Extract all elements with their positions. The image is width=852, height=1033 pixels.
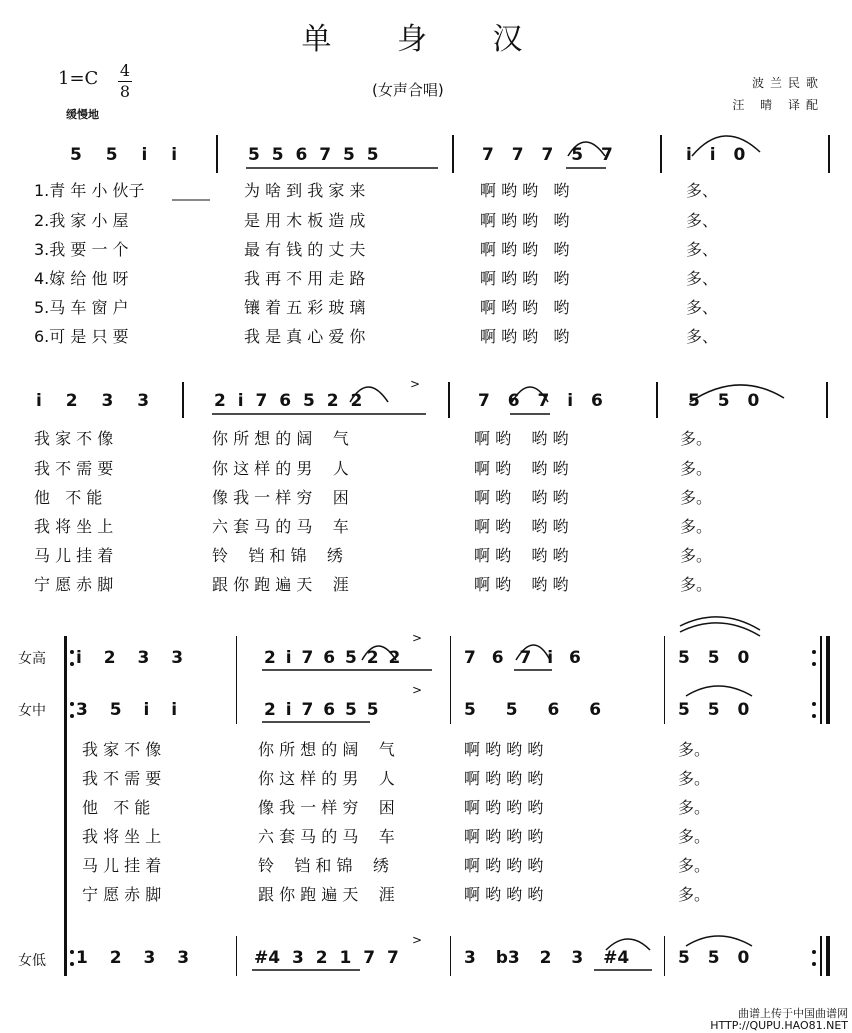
lyric-line: 啊 哟 哟 哟	[474, 517, 569, 536]
svg-text:>: >	[412, 933, 423, 947]
measure-notes: 3 5 i i	[76, 700, 178, 720]
lyric-line: 多。	[680, 488, 713, 507]
lyric-line: 6.可 是 只 要	[34, 327, 129, 346]
lyric-line: 多。	[680, 546, 713, 565]
key-signature: 1=C	[58, 68, 99, 89]
lyric-line: 啊 哟 哟 哟	[480, 298, 570, 317]
measure-notes: i i 0	[686, 145, 746, 165]
lyric-line: 啊 哟 哟 哟	[464, 827, 544, 846]
lyric-line: 啊 哟 哟 哟	[474, 459, 569, 478]
measure-notes: 5 5 0	[678, 948, 750, 968]
part-label-soprano: 女高	[18, 651, 46, 667]
svg-text:>: >	[410, 377, 421, 391]
part-label-mezzo: 女中	[18, 703, 46, 719]
lyric-line: 啊 哟 哟 哟	[480, 211, 570, 230]
lyric-line: 你 这 样 的 男 人	[212, 459, 349, 478]
subtitle: (女声合唱)	[372, 81, 444, 99]
lyric-line: 多。	[678, 827, 711, 846]
lyric-line: 啊 哟 哟 哟	[474, 488, 569, 507]
measure-notes: 5 5 6 6	[464, 700, 602, 720]
slur	[512, 387, 548, 402]
lyric-line: 5.马 车 窗 户	[34, 298, 129, 317]
measure-notes: i 2 3 3	[76, 648, 184, 668]
measure-notes: 5 5 0	[678, 648, 750, 668]
measure-notes: 5 5 0	[688, 391, 760, 411]
lyric-line: 他 不 能	[34, 488, 103, 507]
lyric-line: 跟 你 跑 遍 天 涯	[258, 885, 395, 904]
lyric-line: 最 有 钱 的 丈 夫	[244, 240, 366, 259]
lyric-line: 啊 哟 哟 哟	[480, 240, 570, 259]
lyric-line: 六 套 马 的 马 车	[212, 517, 349, 536]
lyric-line: 我 是 真 心 爱 你	[244, 327, 366, 346]
lyric-line: 我 再 不 用 走 路	[244, 269, 366, 288]
measure-notes: 1 2 3 3	[76, 948, 190, 968]
part-label-alto: 女低	[18, 953, 46, 969]
measure-notes: 5 5 0	[678, 700, 750, 720]
lyric-line: 啊 哟 哟 哟	[474, 575, 569, 594]
lyric-line: 多、	[686, 298, 719, 317]
tempo-marking: 缓慢地	[66, 108, 99, 121]
measure-notes: i 2 3 3	[36, 391, 150, 411]
lyric-line: 我 不 需 要	[82, 769, 162, 788]
measure-notes: 5 5 i i	[70, 145, 178, 165]
measure-notes: 2 i 7 6 5 5	[264, 700, 379, 720]
lyric-line: 啊 哟 哟 哟	[480, 327, 570, 346]
lyric-line: 你 所 想 的 阔 气	[212, 429, 349, 448]
lyric-line: 我 家 不 像	[82, 740, 162, 759]
meter-top: 4	[119, 61, 131, 80]
slur	[568, 142, 605, 156]
credit-origin: 波兰民歌	[751, 76, 824, 90]
slur	[690, 385, 784, 402]
lyric-line: 啊 哟 哟 哟	[464, 769, 544, 788]
lyric-line: 是 用 木 板 造 成	[244, 211, 366, 230]
measure-notes: 7 6 7 i 6	[464, 648, 581, 668]
measure-notes: 2 i 7 6 5 2 2	[264, 648, 401, 668]
lyric-line: 像 我 一 样 穷 困	[258, 798, 395, 817]
lyric-line: 多。	[678, 740, 711, 759]
footer-line-2: HTTP://QUPU.HAO81.NET	[710, 1019, 848, 1032]
lyric-line: 多。	[680, 517, 713, 536]
lyric-line: 你 这 样 的 男 人	[258, 769, 395, 788]
slur	[692, 136, 760, 156]
lyric-line: 马 儿 挂 着	[34, 546, 114, 565]
lyric-line: 1.青 年 小 伙子	[34, 181, 145, 200]
lyric-line: 宁 愿 赤 脚	[82, 885, 162, 904]
svg-text:>: >	[412, 631, 423, 645]
song-title: 单 身 汉	[301, 22, 551, 57]
lyric-line: 3.我 要 一 个	[34, 240, 129, 259]
lyric-line: 多。	[678, 798, 711, 817]
lyric-line: 啊 哟 哟 哟	[464, 885, 544, 904]
footer-line-1: 曲谱上传于中国曲谱网	[738, 1007, 848, 1020]
lyric-line: 为 啥 到 我 家 来	[244, 181, 366, 200]
lyric-line: 多。	[678, 885, 711, 904]
lyric-line: 镶 着 五 彩 玻 璃	[244, 298, 366, 317]
slur	[350, 387, 388, 402]
lyric-line: 多、	[686, 269, 719, 288]
lyric-line: 多。	[678, 856, 711, 875]
lyric-line: 啊 哟 哟 哟	[474, 546, 569, 565]
lyric-line: 2.我 家 小 屋	[34, 211, 129, 230]
lyric-line: 啊 哟 哟 哟	[480, 181, 570, 200]
lyric-line: 他 不 能	[82, 798, 151, 817]
measure-notes: #4 3 2 1 7 7	[254, 948, 399, 968]
credit-arranger: 汪 晴 译配	[732, 98, 824, 112]
lyric-line: 跟 你 跑 遍 天 涯	[212, 575, 349, 594]
lyric-line: 多、	[686, 240, 719, 259]
lyric-line: 啊 哟 哟 哟	[464, 856, 544, 875]
lyric-line: 多。	[678, 769, 711, 788]
lyric-line: 马 儿 挂 着	[82, 856, 162, 875]
lyric-line: 像 我 一 样 穷 困	[212, 488, 349, 507]
lyric-line: 啊 哟 哟 哟	[464, 798, 544, 817]
lyric-line: 铃 铛 和 锦 绣	[212, 546, 343, 565]
meter-bottom: 8	[119, 82, 131, 101]
lyric-line: 啊 哟 哟 哟	[464, 740, 544, 759]
lyric-line: 多。	[680, 459, 713, 478]
lyric-line: 多。	[680, 575, 713, 594]
measure-notes: 2 i 7 6 5 2 2	[214, 391, 363, 411]
lyric-line: 多、	[686, 327, 719, 346]
lyric-line: 啊 哟 哟 哟	[480, 269, 570, 288]
lyric-line: 你 所 想 的 阔 气	[258, 740, 395, 759]
measure-notes: 5 5 6 7 5 5	[248, 145, 379, 165]
lyric-line: 宁 愿 赤 脚	[34, 575, 114, 594]
lyric-line: 我 将 坐 上	[34, 517, 114, 536]
lyric-line: 铃 铛 和 锦 绣	[258, 856, 389, 875]
lyric-line: 多。	[680, 429, 713, 448]
measure-notes: 7 7 7 5 7	[482, 145, 613, 165]
lyric-line: 我 将 坐 上	[82, 827, 162, 846]
lyric-line: 啊 哟 哟 哟	[474, 429, 569, 448]
lyric-line: 多、	[686, 211, 719, 230]
lyric-line: 4.嫁 给 他 呀	[34, 269, 129, 288]
lyric-line: 多、	[686, 181, 719, 200]
measure-notes: 3 b3 2 3 #4	[464, 948, 630, 968]
lyric-line: 六 套 马 的 马 车	[258, 827, 395, 846]
lyric-line: 我 家 不 像	[34, 429, 114, 448]
svg-text:>: >	[412, 683, 423, 697]
measure-notes: 7 6 7 i 6	[478, 391, 603, 411]
lyric-line: 我 不 需 要	[34, 459, 114, 478]
